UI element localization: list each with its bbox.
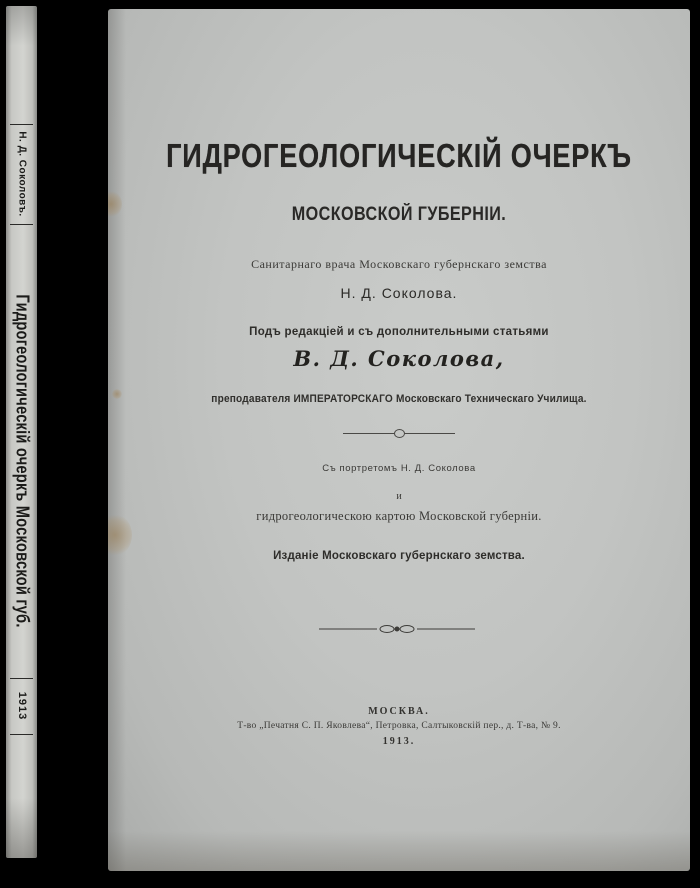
cover-subtitle: МОСКОВСКОЙ ГУБЕРНІИ. xyxy=(291,204,507,225)
imprint-printer: Т-во „Печатня С. П. Яковлева“, Петровка, Салтыковскій пер., д. Т-ва, № 9. xyxy=(237,721,561,731)
spine-rule-top xyxy=(10,124,33,125)
book-spine xyxy=(6,6,37,858)
map-note: гидрогеологическою картою Московской губерніи. xyxy=(256,509,542,523)
flourish-ornament xyxy=(317,623,477,635)
conjunction: и xyxy=(396,491,402,502)
spine-title: Гидрогеологическій очеркъ Московской губ. xyxy=(12,294,32,628)
spine-wear-bottom xyxy=(6,798,37,858)
spine-rule-lower xyxy=(10,678,33,679)
editor-name: В. Д. Соколова, xyxy=(293,346,505,371)
spine-rule-upper xyxy=(10,224,33,225)
editor-title: преподавателя ИМПЕРАТОРСКАГО Московскаго Техническаго Училища. xyxy=(211,393,587,405)
cover-edge-wear xyxy=(108,831,690,871)
spine-wear-top xyxy=(6,6,37,46)
cover-title: ГИДРОГЕОЛОГИЧЕСКІЙ ОЧЕРКЪ xyxy=(166,137,632,174)
spine-rule-bottom xyxy=(10,734,33,735)
book-cover xyxy=(108,9,690,871)
publisher-line: Изданіе Московскаго губернскаго земства. xyxy=(273,550,525,562)
imprint-year: 1913. xyxy=(382,736,416,747)
author-name: Н. Д. Соколова. xyxy=(340,285,458,301)
author-role: Санитарнаго врача Московскаго губернскаго земства xyxy=(251,257,547,271)
spine-year: 1913 xyxy=(15,691,28,721)
foxing-spot xyxy=(112,389,122,399)
portrait-note: Съ портретомъ Н. Д. Соколова xyxy=(322,463,476,474)
divider-ornament xyxy=(394,429,405,438)
editor-note: Подъ редакціей и съ дополнительными статьями xyxy=(249,326,549,338)
imprint-city: МОСКВА. xyxy=(368,706,430,717)
spine-author: Н. Д. Соколовъ. xyxy=(16,131,27,217)
